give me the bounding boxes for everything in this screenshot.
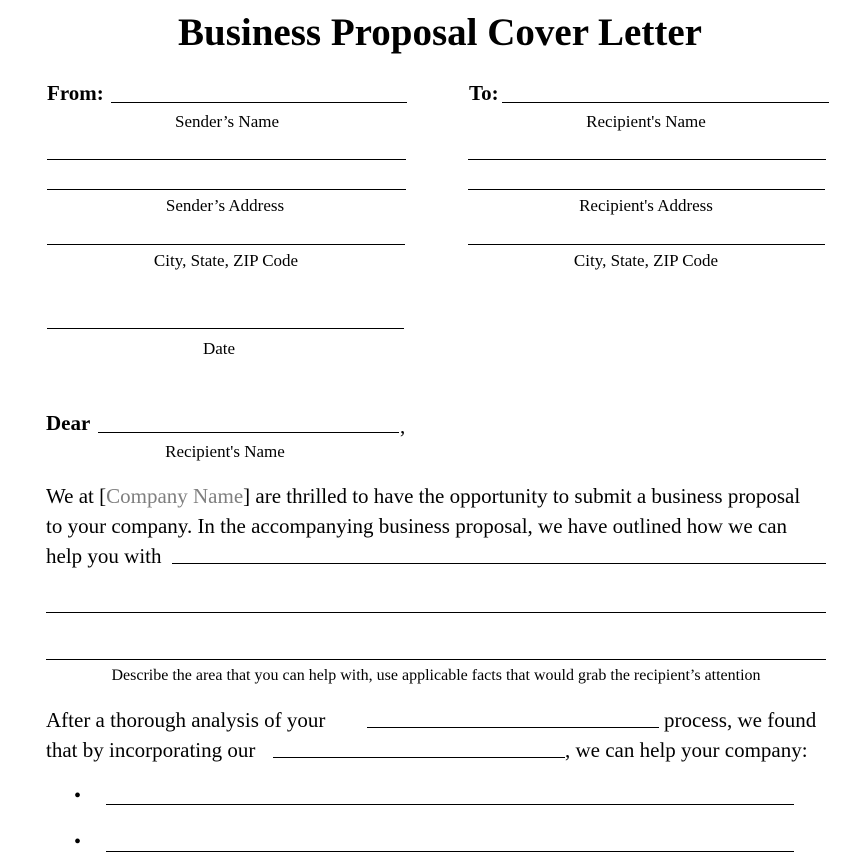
recipient-name-line[interactable] [502,102,829,103]
recipient-city-line[interactable] [468,244,825,245]
recipient-address-caption: Recipient's Address [579,196,713,215]
date-line[interactable] [47,328,404,329]
bullet-1: • [74,785,82,807]
process-line[interactable] [367,727,659,728]
describe-caption: Describe the area that you can help with, use applicable facts that would grab the recipient’s attention [111,667,761,684]
salutation-name-caption: Recipient's Name [165,442,285,461]
help-with-line-3[interactable] [46,659,826,660]
para2-line2-start: that by incorporating our [46,738,256,762]
para1-suffix: ] are thrilled to have the opportunity to submit a business proposal [243,484,801,508]
date-caption: Date [202,339,236,358]
product-line[interactable] [273,757,565,758]
para2-line1-end: process, we found [664,708,817,732]
para1-line2: to your company. In the accompanying business proposal, we have outlined how we can [46,514,788,538]
recipient-address-line-2[interactable] [468,189,825,190]
sender-address-caption: Sender’s Address [165,196,285,215]
sender-city-caption: City, State, ZIP Code [153,251,299,270]
para1-line1 [46,481,800,511]
from-label: From: [47,81,104,105]
bullet-2: • [74,831,82,853]
para2-line2-end: , we can help your company: [565,738,808,762]
sender-address-line-1[interactable] [47,159,406,160]
recipient-name-caption: Recipient's Name [586,112,706,131]
sender-name-line[interactable] [111,102,407,103]
to-label: To: [469,81,499,105]
para1-line3: help you with [46,544,162,568]
para2-line1-start: After a thorough analysis of your [46,708,326,732]
recipient-address-line-1[interactable] [468,159,826,160]
bullet-2-line[interactable] [106,851,794,852]
salutation-name-line[interactable] [98,432,399,433]
sender-name-caption: Sender’s Name [174,112,280,131]
recipient-city-caption: City, State, ZIP Code [573,251,719,270]
dear-label: Dear [46,411,91,435]
help-with-line-2[interactable] [46,612,826,613]
para1-prefix: We at [ [46,484,107,508]
salutation-comma: , [400,414,406,438]
company-name-placeholder[interactable]: Company Name [106,484,244,508]
sender-address-line-2[interactable] [47,189,406,190]
page-title: Business Proposal Cover Letter [178,11,702,54]
sender-city-line[interactable] [47,244,405,245]
bullet-1-line[interactable] [106,804,794,805]
help-with-line-1[interactable] [172,563,826,564]
